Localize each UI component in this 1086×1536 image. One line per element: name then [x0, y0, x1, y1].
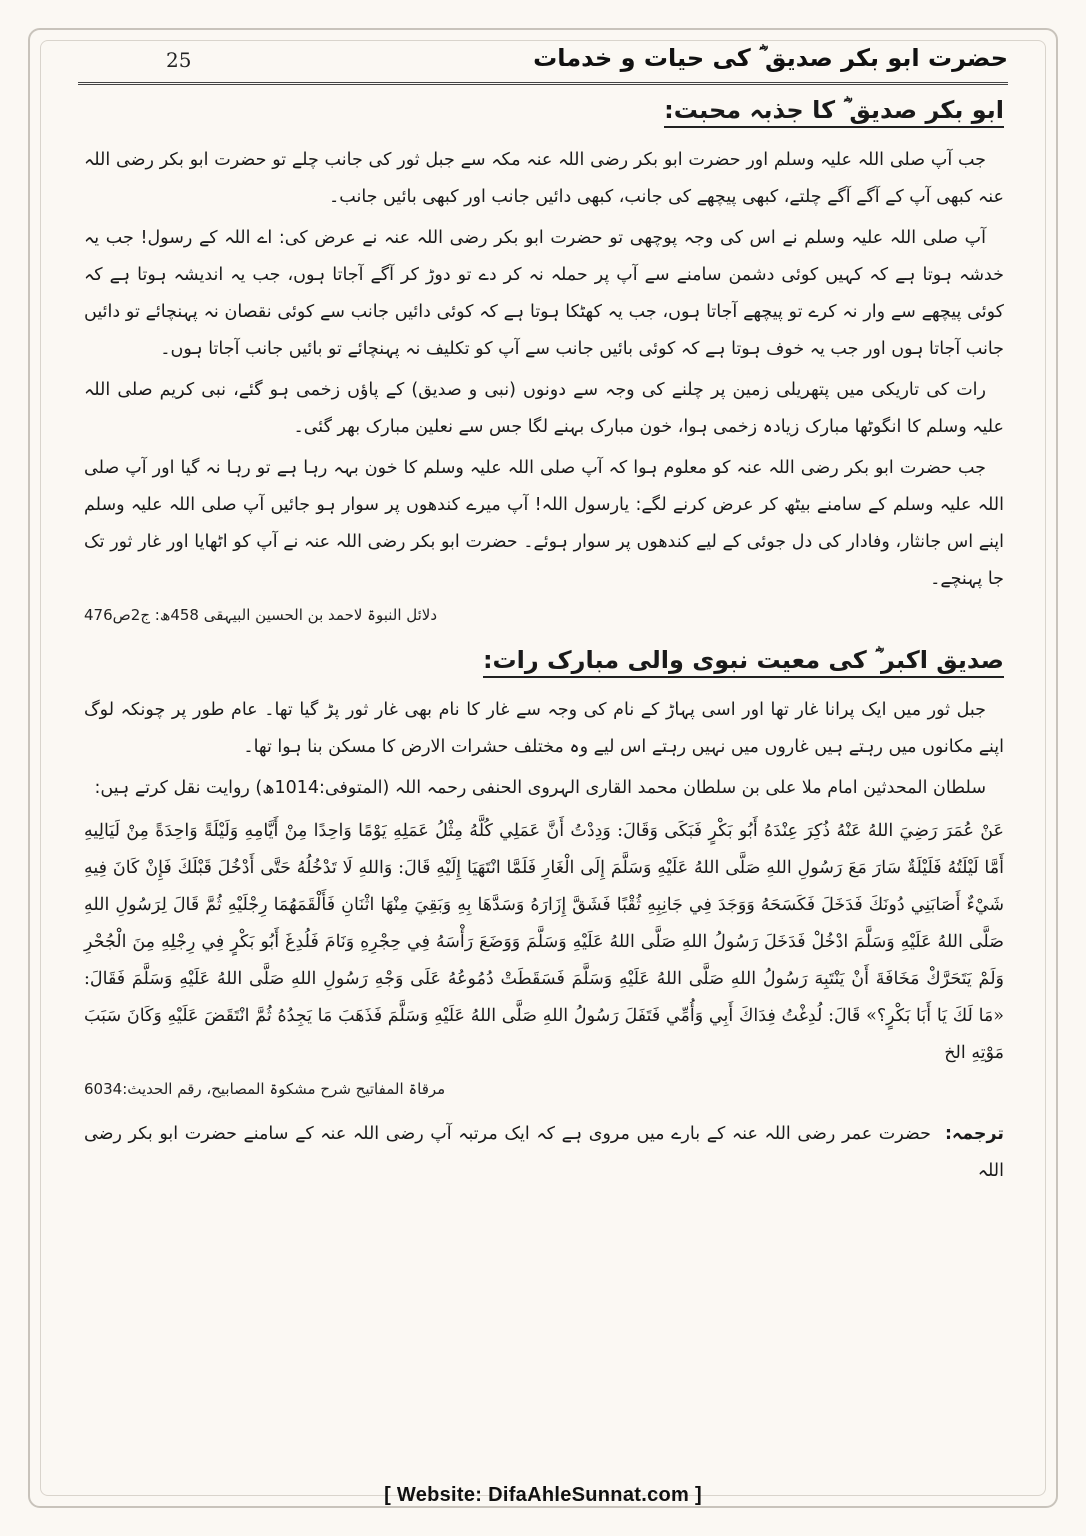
- citation-text: دلائل النبوۃ لاحمد بن الحسین البیہقی 458ھ: ج2ص476: [84, 606, 438, 624]
- translation: [84, 1116, 1004, 1190]
- citation: [84, 1076, 1004, 1102]
- paragraph: جب حضرت ابو بکر رضی اللہ عنہ کو معلوم ہوا کہ آپ صلی اللہ علیہ وسلم کا خون بہہ رہا ہے تو رہا نہ گیا اور آپ صلی اللہ علیہ وسلم کے سامنے بیٹھ کر عرض کرنے لگے: یارسول اللہ! آپ میرے کندھوں پر سوار ہو جائیں آپ صلی اللہ علیہ وسلم اپنے اس جانثار، وفادار کی دل جوئی کے لیے کندھوں پر سوار ہوئے۔ حضرت ابو بکر رضی اللہ عنہ نے آپ کو اٹھایا اور غار ثور تک جا پہنچے۔: [84, 458, 1004, 589]
- page-header: [78, 40, 1008, 85]
- translation-text: حضرت عمر رضی اللہ عنہ کے بارے میں مروی ہے کہ ایک مرتبہ آپ رضی اللہ عنہ کے سامنے حضرت ابو بکر رضی اللہ: [84, 1124, 1004, 1181]
- paragraph: جبل ثور میں ایک پرانا غار تھا اور اسی پہاڑ کے نام کی وجہ سے غار کا نام بھی غار ثور پڑ گیا تھا۔ عام طور پر چونکہ لوگ اپنے مکانوں میں رہتے ہیں غاروں میں نہیں رہتے اس لیے وہ مختلف حشرات الارض کا مسکن بنا ہوا تھا۔: [84, 700, 1004, 757]
- arabic-hadith-text: عَنْ عُمَرَ رَضِيَ اللهُ عَنْهُ ذُكِرَ عِنْدَهُ أَبُو بَكْرٍ فَبَكَى وَقَالَ: وَدِدْتُ أَنَّ عَمَلِي كُلَّهُ مِثْلُ عَمَلِهِ يَوْمًا وَاحِدًا مِنْ أَيَّامِهِ وَلَيْلَةً وَاحِدَةً مِنْ لَيَالِيهِ أَمَّا لَيْلَتُهُ فَلَيْلَةٌ سَارَ مَعَ رَسُولِ اللهِ صَلَّى اللهُ عَلَيْهِ وَسَلَّمَ إِلَى الْغَارِ فَلَمَّا انْتَهَيَا إِلَيْهِ قَالَ: وَاللهِ لَا تَدْخُلُهُ حَتَّى أَدْخُلَ قَبْلَكَ فَإِنْ كَانَ فِيهِ شَيْءٌ أَصَابَنِي دُونَكَ فَدَخَلَ فَكَسَحَهُ وَوَجَدَ فِي جَانِبِهِ ثُقْبًا فَشَقَّ إِزَارَهُ وَسَدَّهَا بِهِ وَبَقِيَ مِنْهَا اثْنَانِ فَأَلْقَمَهُمَا رِجْلَيْهِ ثُمَّ قَالَ لِرَسُولِ اللهِ صَلَّى اللهُ عَلَيْهِ وَسَلَّمَ ادْخُلْ فَدَخَلَ رَسُولُ اللهِ صَلَّى اللهُ عَلَيْهِ وَسَلَّمَ وَوَضَعَ رَأْسَهُ فِي حِجْرِهِ وَنَامَ فَلُدِغَ أَبُو بَكْرٍ فِي رِجْلِهِ مِنَ الْجُحْرِ وَلَمْ يَتَحَرَّكْ مَخَافَةَ أَنْ يَنْتَبِهَ رَسُولُ اللهِ صَلَّى اللهُ عَلَيْهِ وَسَلَّمَ فَسَقَطَتْ دُمُوعُهُ عَلَى وَجْهِ رَسُولِ اللهِ صَلَّى اللهُ عَلَيْهِ وَسَلَّمَ فَقَالَ: «مَا لَكَ يَا أَبَا بَكْرٍ؟» قَالَ: لُدِغْتُ فِدَاكَ أَبِي وَأُمِّي فَتَفَلَ رَسُولُ اللهِ صَلَّى اللهُ عَلَيْهِ وَسَلَّمَ فَذَهَبَ مَا يَجِدُهُ ثُمَّ انْتَقَضَ عَلَيْهِ وَكَانَ سَبَبَ مَوْتِهِ الخ: [84, 821, 1004, 1063]
- section-blessed-night: [84, 646, 1004, 1190]
- website-footer: [ Website: DifaAhleSunnat.com ]: [384, 1484, 702, 1506]
- section-heading: ابو بکر صدیق ؓ کا جذبہ محبت:: [664, 96, 1004, 128]
- section-love-of-abu-bakr: [84, 96, 1004, 628]
- translation-label: ترجمہ:: [944, 1124, 1004, 1144]
- book-title: حضرت ابو بکر صدیق ؓ کی حیات و خدمات: [533, 44, 1008, 72]
- paragraph: جب آپ صلی اللہ علیہ وسلم اور حضرت ابو بکر رضی اللہ عنہ مکہ سے جبل ثور کی جانب چلے تو حضرت ابو بکر رضی اللہ عنہ کبھی آپ کے آگے آگے چلتے، کبھی پیچھے کی جانب، کبھی دائیں جانب اور کبھی بائیں جانب۔: [84, 150, 1004, 207]
- page-number: 25: [166, 48, 192, 72]
- citation-text: مرقاۃ المفاتیح شرح مشکوۃ المصابیح، رقم الحدیث:6034: [84, 1080, 446, 1098]
- paragraph: رات کی تاریکی میں پتھریلی زمین پر چلنے کی وجہ سے دونوں (نبی و صدیق) کے پاؤں زخمی ہو گئے، نبی کریم صلی اللہ علیہ وسلم کا انگوٹھا مبارک زیادہ زخمی ہوا، خون مبارک بہنے لگا جس سے نعلین مبارک بھر گئی۔: [84, 380, 1004, 437]
- paragraph: آپ صلی اللہ علیہ وسلم نے اس کی وجہ پوچھی تو حضرت ابو بکر رضی اللہ عنہ نے عرض کی: اے اللہ کے رسول! جب یہ خدشہ ہوتا ہے کہ کہیں کوئی دشمن سامنے سے آپ پر حملہ نہ کر دے تو دوڑ کر آگے آجاتا ہوں، جب یہ اندیشہ ہوتا ہے کہ کوئی پیچھے سے وار نہ کرے تو پیچھے آجاتا ہوں، جب یہ کھٹکا ہوتا ہے کہ کوئی دائیں جانب سے کوئی نقصان نہ پہنچائے تو دائیں جانب آجاتا ہوں اور جب یہ خوف ہوتا ہے کہ کوئی بائیں جانب سے آپ کو تکلیف نہ پہنچائے تو بائیں جانب آجاتا ہوں۔: [84, 228, 1004, 359]
- page-content: [84, 96, 1004, 1190]
- citation: [84, 602, 1004, 628]
- paragraph: سلطان المحدثین امام ملا علی بن سلطان محمد القاری الہروی الحنفی رحمہ اللہ (المتوفی:1014ھ) روایت نقل کرتے ہیں:: [94, 778, 986, 798]
- section-heading: صدیق اکبر ؓ کی معیت نبوی والی مبارک رات:: [483, 646, 1004, 678]
